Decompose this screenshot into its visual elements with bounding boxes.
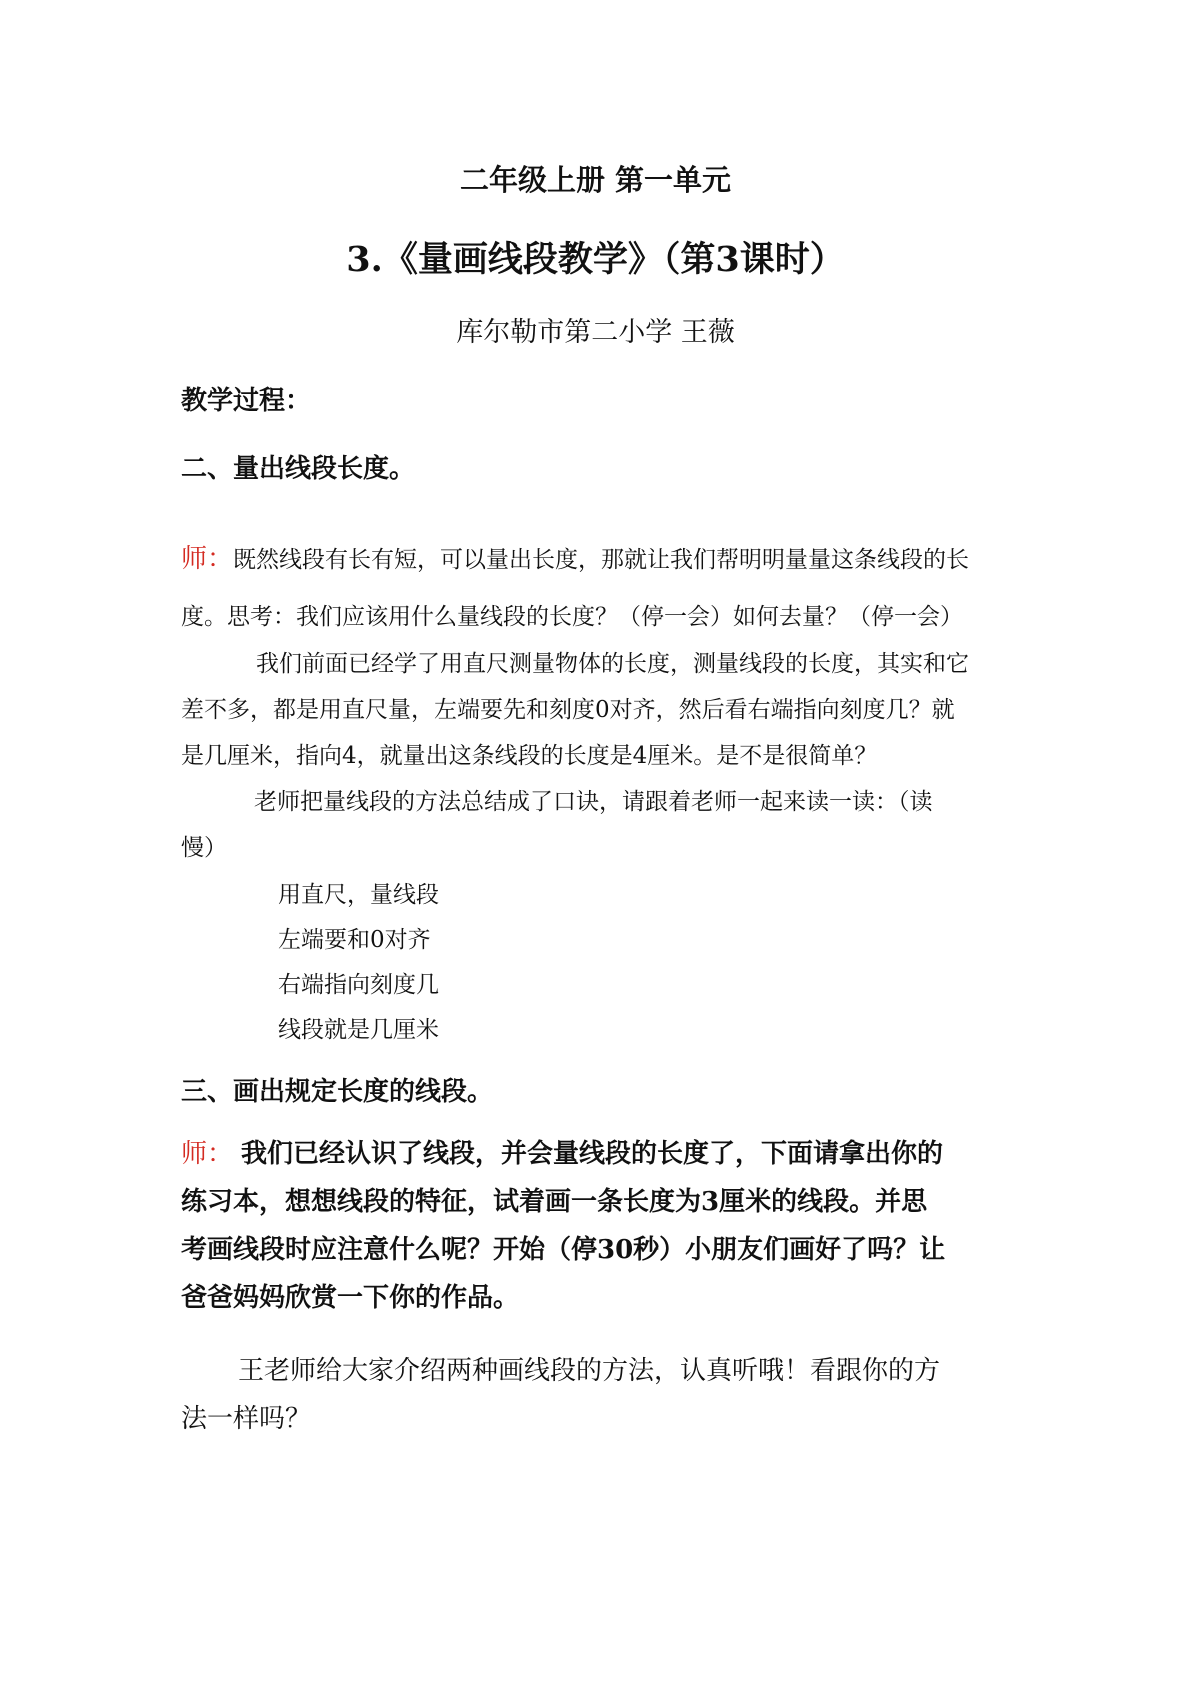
section2-paragraph2-line3: 是几厘米，指向4，就量出这条线段的长度是4厘米。是不是很简单？ [181, 743, 878, 769]
section2-paragraph2-line1: 我们前面已经学了用直尺测量物体的长度，测量线段的长度，其实和它 [256, 651, 969, 677]
rhyme-line: 右端指向刻度几 [278, 972, 439, 998]
section3-paragraph2-line1: 王老师给大家介绍两种画线段的方法，认真听哦！看跟你的方 [238, 1356, 941, 1386]
section3-paragraph1-line4: 爸爸妈妈欣赏一下你的作品。 [181, 1283, 520, 1313]
paragraph-text: 我们已经认识了线段，并会量线段的长度了，下面请拿出你的 [241, 1139, 944, 1169]
section3-paragraph2-line2: 法一样吗？ [181, 1404, 312, 1434]
process-heading: 教学过程： [181, 386, 312, 416]
section3-paragraph1-line3: 考画线段时应注意什么呢？开始（停30秒）小朋友们画好了吗？让 [181, 1235, 946, 1265]
section2-paragraph1-line2: 度。思考：我们应该用什么量线段的长度？（停一会）如何去量？（停一会） [181, 604, 963, 630]
rhyme-line: 线段就是几厘米 [278, 1017, 439, 1043]
author-line: 库尔勒市第二小学 王薇 [456, 317, 735, 348]
section3-paragraph1-line1 [181, 1133, 943, 1170]
speaker-label: 师： [181, 544, 234, 574]
speaker-label: 师： [181, 1139, 234, 1169]
rhyme-line: 用直尺，量线段 [278, 882, 439, 908]
paragraph-text: 既然线段有长有短，可以量出长度，那就让我们帮明明量量这条线段的长 [233, 547, 970, 573]
lesson-title: 3.《量画线段教学》（第3课时） [346, 239, 845, 280]
unit-heading: 二年级上册 第一单元 [459, 163, 732, 197]
section2-paragraph1-line1 [181, 538, 969, 575]
section3-paragraph1-line2: 练习本，想想线段的特征，试着画一条长度为3厘米的线段。并思 [181, 1187, 928, 1217]
section2-paragraph3-line1: 老师把量线段的方法总结成了口诀，请跟着老师一起来读一读：（读 [254, 789, 933, 815]
rhyme-line: 左端要和0对齐 [278, 927, 431, 953]
section2-heading: 二、量出线段长度。 [181, 454, 416, 484]
section2-paragraph3-line2: 慢） [181, 835, 227, 861]
section2-paragraph2-line2: 差不多，都是用直尺量，左端要先和刻度0对齐，然后看右端指向刻度几？就 [181, 697, 955, 723]
section3-heading: 三、画出规定长度的线段。 [181, 1077, 494, 1107]
